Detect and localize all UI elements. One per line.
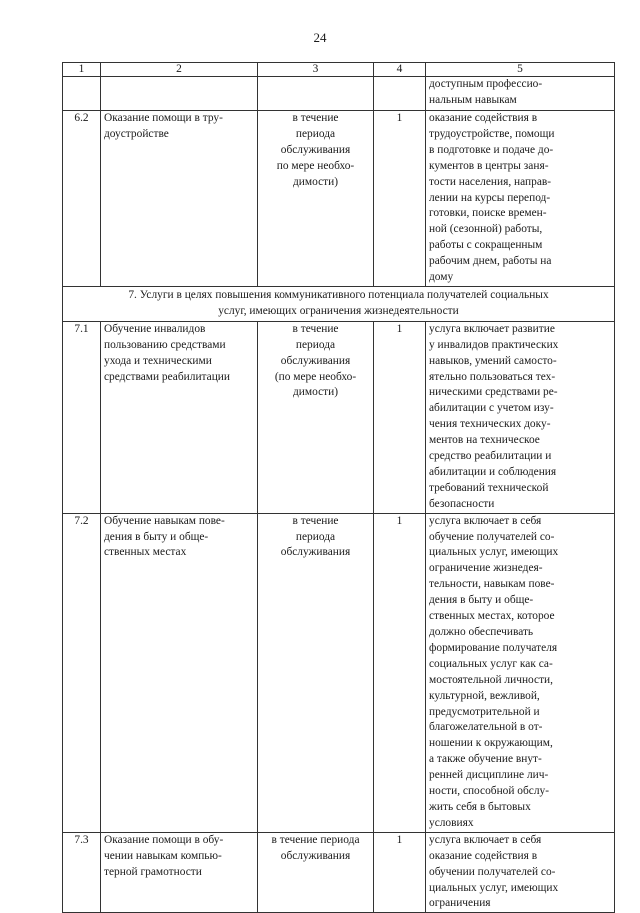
row-number: 7.3: [63, 832, 101, 913]
text-line: жить себя в бытовых: [429, 800, 531, 813]
text-line: тельности, навыкам пове-: [429, 578, 555, 591]
text-line: обслуживания: [280, 143, 351, 156]
text-line: средствами реабилитации: [104, 370, 230, 383]
text-line: в течение: [292, 322, 339, 335]
service-quantity: 1: [374, 513, 426, 832]
text-line: дения в быту и обще-: [429, 594, 534, 607]
text-line: ренней дисциплине лич-: [429, 769, 549, 782]
table-header-row: [63, 63, 615, 77]
text-line: в течение: [292, 514, 339, 527]
text-line: рабочим днем, работы на: [429, 255, 552, 268]
text-line: у инвалидов практических: [429, 338, 559, 351]
continuation-description: [426, 77, 615, 111]
table-row-7-3: [63, 832, 615, 913]
section-title: [63, 286, 615, 321]
row-number: 7.1: [63, 321, 101, 513]
text-line: ническими средствами ре-: [429, 386, 558, 399]
column-header-2: 2: [101, 63, 258, 77]
service-period: [258, 321, 374, 513]
text-line: периода: [295, 338, 336, 351]
service-period: [258, 111, 374, 287]
text-line: обучение получателей со-: [429, 530, 555, 543]
text-line: готовки, поиске времен-: [429, 207, 547, 220]
text-line: услуга включает в себя: [429, 833, 542, 846]
text-line: ограничения: [429, 897, 491, 910]
text-line: Оказание помощи в обу-: [104, 833, 224, 846]
text-line: в течение: [292, 112, 339, 124]
text-line: Оказание помощи в тру-: [104, 112, 223, 124]
service-period: [258, 832, 374, 913]
text-line: доступным профессио-: [429, 78, 543, 90]
text-line: социальных услуг как са-: [429, 657, 553, 670]
text-line: средство реабилитации и: [429, 450, 552, 463]
text-line: в подготовке и подаче до-: [429, 143, 554, 156]
text-line: терной грамотности: [104, 865, 202, 878]
text-line: ментов на техническое: [429, 434, 540, 447]
table-row-7-2: [63, 513, 615, 832]
page-number: 24: [313, 30, 327, 45]
services-table: [62, 62, 615, 913]
text-line: ухода и техническими: [104, 354, 212, 367]
text-line: димости): [292, 386, 338, 399]
service-description: [426, 321, 615, 513]
text-line: абилитации с учетом изу-: [429, 402, 554, 415]
table-row-7-1: [63, 321, 615, 513]
column-header-4: 4: [374, 63, 426, 77]
column-header-5: 5: [426, 63, 615, 77]
text-line: обслуживания: [280, 546, 351, 559]
service-quantity: 1: [374, 832, 426, 913]
text-line: по мере необхо-: [276, 159, 355, 172]
service-quantity: 1: [374, 111, 426, 287]
section-7-heading-row: [63, 286, 615, 321]
text-line: условиях: [429, 816, 474, 829]
text-line: кументов в центры заня-: [429, 159, 549, 172]
text-line: Обучение навыкам пове-: [104, 514, 225, 527]
text-line: ности, способной обслу-: [429, 785, 550, 798]
service-name: [101, 832, 258, 913]
text-line: лении на курсы перепод-: [429, 191, 551, 204]
text-line: мостоятельной личности,: [429, 673, 553, 686]
text-line: циальных услуг, имеющих: [429, 881, 559, 894]
text-line: димости): [292, 175, 338, 188]
text-line: периода: [295, 530, 336, 543]
column-header-3: 3: [258, 63, 374, 77]
text-line: 7. Услуги в целях повышения коммуникативного потенциала получателей социальных: [128, 288, 549, 301]
row-number: 6.2: [63, 111, 101, 287]
service-name: [101, 513, 258, 832]
text-line: в течение периода: [271, 833, 360, 846]
text-line: ограничение жизнедея-: [429, 562, 543, 575]
text-line: культурной, вежливой,: [429, 689, 540, 702]
text-line: работы с сокращенным: [429, 239, 543, 252]
text-line: обслуживания: [280, 354, 351, 367]
text-line: периода: [295, 127, 336, 140]
text-line: (по мере необхо-: [274, 370, 357, 383]
text-line: а также обучение внут-: [429, 753, 542, 766]
service-name: [101, 321, 258, 513]
service-period: [258, 513, 374, 832]
text-line: услуга включает развитие: [429, 322, 555, 335]
text-line: обслуживания: [280, 849, 351, 862]
text-line: ятельно пользоваться тех-: [429, 370, 556, 383]
text-line: ношении к окружающим,: [429, 737, 553, 750]
text-line: дому: [429, 271, 454, 284]
text-line: дения в быту и обще-: [104, 530, 209, 543]
text-line: требований технической: [429, 481, 549, 494]
text-line: должно обеспечивать: [429, 626, 534, 638]
text-line: ной (сезонной) работы,: [429, 223, 543, 236]
text-line: абилитации и соблюдения: [429, 465, 557, 478]
text-line: обучении получателей со-: [429, 865, 556, 878]
text-line: оказание содействия в: [429, 849, 538, 862]
text-line: ственных местах: [104, 546, 187, 559]
text-line: услуг, имеющих ограничения жизнедеятельности: [218, 304, 459, 317]
column-header-1: 1: [63, 63, 101, 77]
text-line: формирование получателя: [429, 641, 558, 654]
service-description: [426, 111, 615, 287]
text-line: оказание содействия в: [429, 112, 538, 124]
text-line: навыков, умений самосто-: [429, 354, 557, 367]
service-description: [426, 513, 615, 832]
text-line: нальным навыкам: [429, 93, 517, 106]
text-line: безопасности: [429, 497, 495, 510]
text-line: услуга включает в себя: [429, 514, 542, 527]
text-line: чении навыкам компью-: [104, 849, 222, 862]
text-line: Обучение инвалидов: [104, 322, 206, 335]
row-number: 7.2: [63, 513, 101, 832]
text-line: предусмотрительной и: [429, 705, 540, 718]
service-description: [426, 832, 615, 913]
text-line: пользованию средствами: [104, 338, 226, 351]
text-line: тости населения, направ-: [429, 175, 552, 188]
service-name: [101, 111, 258, 287]
table-row-6-2: [63, 111, 615, 287]
text-line: благожелательной в от-: [429, 721, 543, 734]
text-line: трудоустройстве, помощи: [429, 127, 555, 140]
text-line: чения технических доку-: [429, 418, 551, 431]
continuation-row: [63, 77, 615, 111]
text-line: циальных услуг, имеющих: [429, 546, 559, 559]
service-quantity: 1: [374, 321, 426, 513]
text-line: ственных местах, которое: [429, 610, 555, 623]
text-line: доустройстве: [104, 127, 169, 140]
